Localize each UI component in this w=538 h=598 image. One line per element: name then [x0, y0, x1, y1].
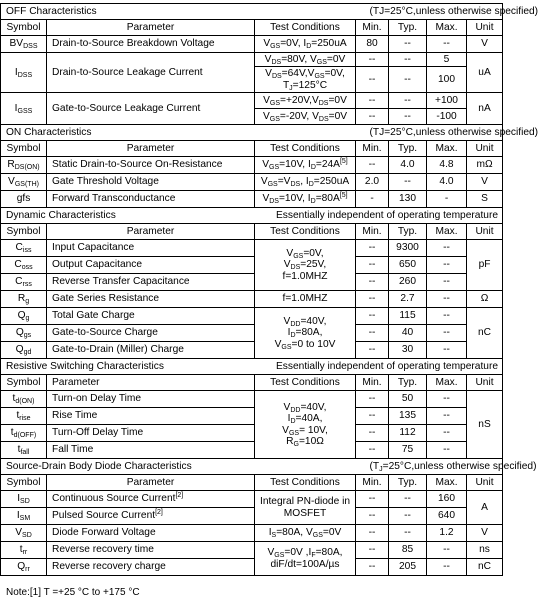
typ-cell: 75: [389, 442, 427, 459]
symbol-cell: $t_{fall}$: [1, 442, 47, 459]
table-row: [1, 53, 503, 67]
condition-cell: $V_{DS}=80V$, $V_{GS}=0V$: [255, 53, 356, 67]
min-cell: -: [356, 191, 389, 208]
typ-cell: 205: [389, 559, 427, 576]
header-max: Max.: [427, 20, 467, 36]
header-typ: Typ.: [389, 475, 427, 491]
symbol-cell: $BV_{DSS}$: [1, 36, 47, 53]
min-cell: --: [356, 274, 389, 291]
max-cell: --: [427, 36, 467, 53]
symbol-cell: $C_{iss}$: [1, 240, 47, 257]
table-row: [1, 442, 503, 459]
min-cell: --: [356, 157, 389, 174]
header-max: Max.: [427, 224, 467, 240]
typ-cell: --: [389, 109, 427, 125]
parameter-cell: Total Gate Charge: [47, 308, 255, 325]
parameter-cell: Drain-to-Source Leakage Current: [47, 53, 255, 93]
unit-cell: S: [467, 191, 503, 208]
header-test-conditions: Test Conditions: [255, 141, 356, 157]
max-cell: 160: [427, 491, 467, 508]
condition-cell: $V_{DS}=10V$, $I_D=80A[5]$: [255, 191, 356, 208]
header-min: Min.: [356, 20, 389, 36]
condition-cell: $V_{GS}=0V$, $I_D=250uA$: [255, 36, 356, 53]
section-on-title-row: [1, 125, 503, 141]
max-cell: 4.0: [427, 174, 467, 191]
max-cell: --: [427, 257, 467, 274]
section-title: OFF Characteristics: [1, 4, 356, 20]
section-dynamic-title-row: [1, 208, 503, 224]
max-cell: --: [427, 425, 467, 442]
table-header-row: [1, 475, 503, 491]
min-cell: --: [356, 109, 389, 125]
condition-cell: $V_{DS}=64V,V_{GS}=0V$, $T_J=125^\circ C$: [255, 67, 356, 93]
typ-cell: --: [389, 67, 427, 93]
typ-cell: 2.7: [389, 291, 427, 308]
condition-cell: f=1.0MHZ: [255, 291, 356, 308]
header-symbol: Symbol: [1, 141, 47, 157]
symbol-cell: $I_{SD}$: [1, 491, 47, 508]
min-cell: --: [356, 67, 389, 93]
symbol-cell: $t_{rr}$: [1, 542, 47, 559]
header-symbol: Symbol: [1, 20, 47, 36]
typ-cell: --: [389, 36, 427, 53]
parameter-cell: Gate Series Resistance: [47, 291, 255, 308]
min-cell: --: [356, 391, 389, 408]
max-cell: --: [427, 391, 467, 408]
section-off-title-row: [1, 4, 503, 20]
parameter-cell: Gate-to-Drain (Miller) Charge: [47, 342, 255, 359]
parameter-cell: Forward Transconductance: [47, 191, 255, 208]
max-cell: --: [427, 442, 467, 459]
typ-cell: 112: [389, 425, 427, 442]
max-cell: --: [427, 240, 467, 257]
table-header-row: [1, 375, 503, 391]
min-cell: --: [356, 442, 389, 459]
header-min: Min.: [356, 475, 389, 491]
symbol-cell: $C_{oss}$: [1, 257, 47, 274]
unit-cell: nC: [467, 308, 503, 359]
min-cell: --: [356, 53, 389, 67]
table-row: [1, 257, 503, 274]
table-row: [1, 325, 503, 342]
typ-cell: 4.0: [389, 157, 427, 174]
typ-cell: 40: [389, 325, 427, 342]
header-typ: Typ.: [389, 224, 427, 240]
max-cell: --: [427, 342, 467, 359]
parameter-cell: Reverse recovery time: [47, 542, 255, 559]
max-cell: 4.8: [427, 157, 467, 174]
min-cell: --: [356, 325, 389, 342]
typ-cell: 135: [389, 408, 427, 425]
header-parameter: Parameter: [47, 375, 255, 391]
max-cell: 5: [427, 53, 467, 67]
symbol-cell: $I_{GSS}$: [1, 93, 47, 125]
header-parameter: Parameter: [47, 20, 255, 36]
header-unit: Unit: [467, 224, 503, 240]
parameter-cell: Reverse Transfer Capacitance: [47, 274, 255, 291]
symbol-cell: $Q_{gd}$: [1, 342, 47, 359]
unit-cell: ns: [467, 542, 503, 559]
typ-cell: --: [389, 53, 427, 67]
max-cell: --: [427, 308, 467, 325]
header-unit: Unit: [467, 20, 503, 36]
unit-cell: V: [467, 36, 503, 53]
condition-cell: $V_{GS}=0V$ $,I_F=80A$, diF/dt=100A/µs: [255, 542, 356, 576]
table-row: [1, 408, 503, 425]
parameter-cell: Continuous Source Current[2]: [47, 491, 255, 508]
table-row: [1, 425, 503, 442]
condition-cell: $I_S=80A$, $V_{GS}=0V$: [255, 525, 356, 542]
header-symbol: Symbol: [1, 475, 47, 491]
symbol-cell: $V_{SD}$: [1, 525, 47, 542]
parameter-cell: Pulsed Source Current[2]: [47, 508, 255, 525]
unit-cell: pF: [467, 240, 503, 291]
unit-cell: nS: [467, 391, 503, 459]
table-header-row: [1, 20, 503, 36]
typ-cell: --: [389, 508, 427, 525]
min-cell: --: [356, 408, 389, 425]
parameter-cell: Input Capacitance: [47, 240, 255, 257]
condition-cell: $V_{GS}=V_{DS}$, $I_D=250uA$: [255, 174, 356, 191]
condition-cell: Integral PN-diode in MOSFET: [255, 491, 356, 525]
symbol-cell: $Q_{gs}$: [1, 325, 47, 342]
section-switching-title-row: [1, 359, 503, 375]
condition-cell: $V_{GS}=10V$, $I_D=24A[5]$: [255, 157, 356, 174]
typ-cell: 50: [389, 391, 427, 408]
header-symbol: Symbol: [1, 375, 47, 391]
min-cell: --: [356, 308, 389, 325]
condition-cell: $V_{GS}=-20V$, $V_{DS}=0V$: [255, 109, 356, 125]
condition-cell: $V_{DD}=40V$, $I_D=80A$, $V_{GS}=0$ to 10V: [255, 308, 356, 359]
typ-cell: --: [389, 525, 427, 542]
typ-cell: 9300: [389, 240, 427, 257]
min-cell: --: [356, 291, 389, 308]
header-test-conditions: Test Conditions: [255, 20, 356, 36]
table-row: [1, 391, 503, 408]
typ-cell: 85: [389, 542, 427, 559]
specification-table: [0, 3, 538, 576]
max-cell: --: [427, 274, 467, 291]
max-cell: +100: [427, 93, 467, 109]
typ-cell: --: [389, 491, 427, 508]
header-min: Min.: [356, 375, 389, 391]
min-cell: --: [356, 342, 389, 359]
header-unit: Unit: [467, 141, 503, 157]
min-cell: 2.0: [356, 174, 389, 191]
table-row: [1, 559, 503, 576]
typ-cell: 650: [389, 257, 427, 274]
condition-cell: $V_{GS}=+20V,V_{DS}=0V$: [255, 93, 356, 109]
parameter-cell: Turn-Off Delay Time: [47, 425, 255, 442]
table-row: [1, 508, 503, 525]
header-min: Min.: [356, 224, 389, 240]
section-title: Source-Drain Body Diode Characteristics: [1, 459, 356, 475]
typ-cell: 130: [389, 191, 427, 208]
symbol-cell: $Q_g$: [1, 308, 47, 325]
table-header-row: [1, 141, 503, 157]
header-max: Max.: [427, 141, 467, 157]
min-cell: --: [356, 425, 389, 442]
table-row: [1, 291, 503, 308]
header-symbol: Symbol: [1, 224, 47, 240]
section-title: Dynamic Characteristics: [1, 208, 255, 224]
parameter-cell: Gate-to-Source Leakage Current: [47, 93, 255, 125]
table-row: [1, 525, 503, 542]
parameter-cell: Drain-to-Source Breakdown Voltage: [47, 36, 255, 53]
typ-cell: 30: [389, 342, 427, 359]
max-cell: --: [427, 325, 467, 342]
typ-cell: --: [389, 174, 427, 191]
typ-cell: --: [389, 93, 427, 109]
header-typ: Typ.: [389, 375, 427, 391]
unit-cell: uA: [467, 53, 503, 93]
header-typ: Typ.: [389, 20, 427, 36]
unit-cell: nC: [467, 559, 503, 576]
max-cell: -: [427, 191, 467, 208]
table-row: [1, 308, 503, 325]
parameter-cell: Gate-to-Source Charge: [47, 325, 255, 342]
parameter-cell: Rise Time: [47, 408, 255, 425]
min-cell: --: [356, 240, 389, 257]
header-typ: Typ.: [389, 141, 427, 157]
condition-cell: $V_{GS}=0V$, $V_{DS}=25V$, f=1.0MHZ: [255, 240, 356, 291]
header-test-conditions: Test Conditions: [255, 224, 356, 240]
symbol-cell: $t_{d(OFF)}$: [1, 425, 47, 442]
header-unit: Unit: [467, 375, 503, 391]
section-note: Essentially independent of operating temperature: [255, 208, 503, 224]
header-min: Min.: [356, 141, 389, 157]
unit-cell: V: [467, 174, 503, 191]
section-diode-title-row: [1, 459, 503, 475]
header-unit: Unit: [467, 475, 503, 491]
unit-cell: V: [467, 525, 503, 542]
symbol-cell: $R_{DS(ON)}$: [1, 157, 47, 174]
symbol-cell: $I_{DSS}$: [1, 53, 47, 93]
max-cell: 640: [427, 508, 467, 525]
table-row: [1, 93, 503, 109]
min-cell: --: [356, 93, 389, 109]
max-cell: 1.2: [427, 525, 467, 542]
parameter-cell: Static Drain-to-Source On-Resistance: [47, 157, 255, 174]
footnote: Note:[1] T =+25 °C to +175 °C: [6, 587, 140, 598]
table-row: [1, 274, 503, 291]
header-parameter: Parameter: [47, 475, 255, 491]
symbol-cell: $t_{rise}$: [1, 408, 47, 425]
table-row: [1, 191, 503, 208]
symbol-cell: $I_{SM}$: [1, 508, 47, 525]
max-cell: --: [427, 559, 467, 576]
section-note: (TJ=25°C,unless otherwise specified): [356, 4, 503, 20]
max-cell: 100: [427, 67, 467, 93]
section-note: (TJ=25°C,unless otherwise specified): [356, 125, 503, 141]
section-title: Resistive Switching Characteristics: [1, 359, 255, 375]
header-max: Max.: [427, 375, 467, 391]
symbol-cell: $V_{GS(TH)}$: [1, 174, 47, 191]
table-row: [1, 174, 503, 191]
symbol-cell: $C_{rss}$: [1, 274, 47, 291]
parameter-cell: Output Capacitance: [47, 257, 255, 274]
header-test-conditions: Test Conditions: [255, 475, 356, 491]
min-cell: --: [356, 542, 389, 559]
header-parameter: Parameter: [47, 141, 255, 157]
section-title: ON Characteristics: [1, 125, 356, 141]
max-cell: --: [427, 542, 467, 559]
section-note: Essentially independent of operating temperature: [255, 359, 503, 375]
min-cell: --: [356, 491, 389, 508]
table-row: [1, 36, 503, 53]
symbol-cell: $R_g$: [1, 291, 47, 308]
unit-cell: Ω: [467, 291, 503, 308]
min-cell: 80: [356, 36, 389, 53]
parameter-cell: Fall Time: [47, 442, 255, 459]
header-parameter: Parameter: [47, 224, 255, 240]
header-test-conditions: Test Conditions: [255, 375, 356, 391]
section-note: ($T_J=25^\circ C,unless$ otherwise specified): [356, 459, 503, 475]
typ-cell: 115: [389, 308, 427, 325]
table-row: [1, 342, 503, 359]
parameter-cell: Reverse recovery charge: [47, 559, 255, 576]
typ-cell: 260: [389, 274, 427, 291]
table-row: [1, 491, 503, 508]
parameter-cell: Diode Forward Voltage: [47, 525, 255, 542]
symbol-cell: $t_{d(ON)}$: [1, 391, 47, 408]
max-cell: --: [427, 408, 467, 425]
min-cell: --: [356, 559, 389, 576]
parameter-cell: Gate Threshold Voltage: [47, 174, 255, 191]
unit-cell: A: [467, 491, 503, 525]
min-cell: --: [356, 257, 389, 274]
table-row: [1, 542, 503, 559]
parameter-cell: Turn-on Delay Time: [47, 391, 255, 408]
max-cell: -100: [427, 109, 467, 125]
symbol-cell: gfs: [1, 191, 47, 208]
table-header-row: [1, 224, 503, 240]
max-cell: --: [427, 291, 467, 308]
min-cell: --: [356, 508, 389, 525]
min-cell: --: [356, 525, 389, 542]
header-max: Max.: [427, 475, 467, 491]
condition-cell: $V_{DD}=40V$, $I_D=40A$, $V_{GS}= 10V$, $R_G=10\Omega$: [255, 391, 356, 459]
table-row: [1, 157, 503, 174]
symbol-cell: $Q_{rr}$: [1, 559, 47, 576]
unit-cell: mΩ: [467, 157, 503, 174]
table-row: [1, 240, 503, 257]
unit-cell: nA: [467, 93, 503, 125]
